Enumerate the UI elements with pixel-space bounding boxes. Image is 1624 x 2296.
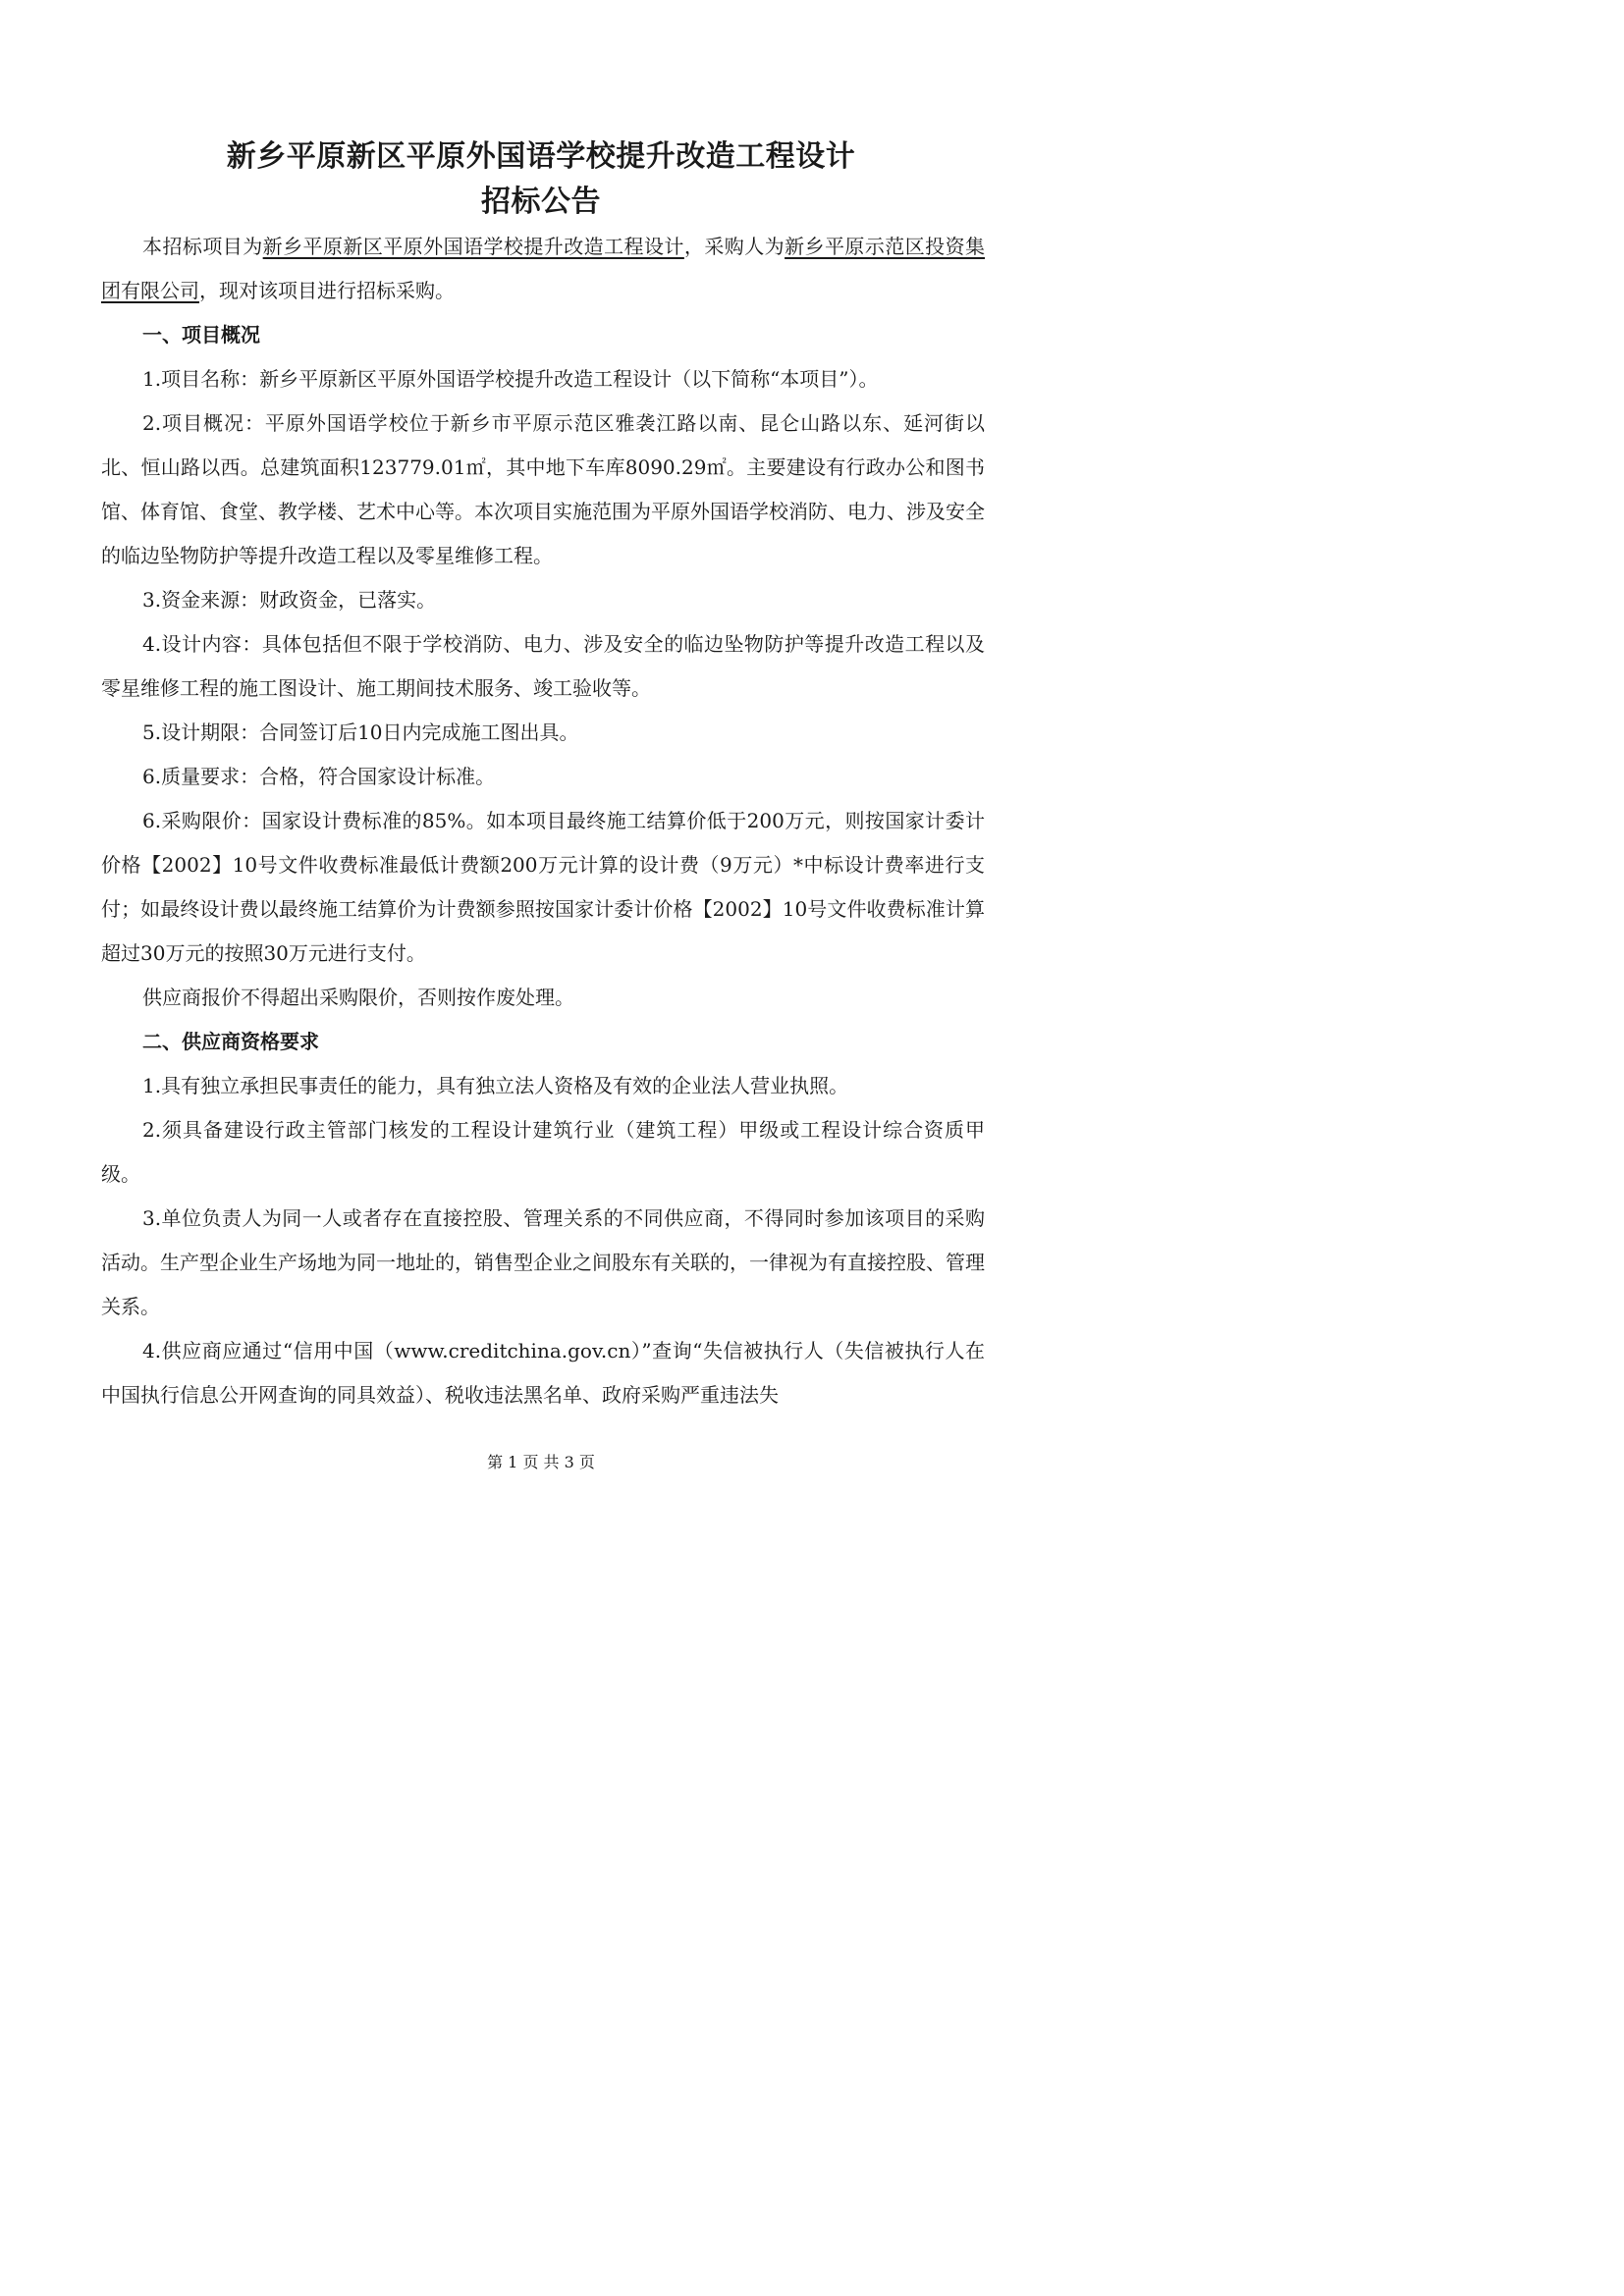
document-title: 新乡平原新区平原外国语学校提升改造工程设计 xyxy=(226,139,856,174)
qualification-item-1: 1.具有独立承担民事责任的能力，具有独立法人资格及有效的企业法人营业执照。 xyxy=(142,1074,849,1097)
overview-item-price-limit: 6.采购限价：国家设计费标准的85%。如本项目最终施工结算价低于200万元，则按国家计委计价格【2002】10号文件收费标准最低计费额200万元计算的设计费（9万元）*中标设计费率进行支付；如最终设计费以最终施工结算价为计费额参照按国家计委计价格【2002】10号文件收费标准计算超过30万元的按照30万元进行支付。 xyxy=(101,809,985,965)
project-name-underlined: 新乡平原新区平原外国语学校提升改造工程设计 xyxy=(262,235,684,258)
qualification-item-4: 4.供应商应通过“信用中国（www.creditchina.gov.cn）”查询“失信被执行人（失信被执行人在中国执行信息公开网查询的同具效益）、税收违法黑名单、政府采购严重违法失 xyxy=(101,1339,985,1407)
qualification-item-2: 2.须具备建设行政主管部门核发的工程设计建筑行业（建筑工程）甲级或工程设计综合资质甲级。 xyxy=(101,1118,985,1186)
document-page xyxy=(0,0,1082,1530)
overview-item-quote-note: 供应商报价不得超出采购限价，否则按作废处理。 xyxy=(142,986,574,1009)
intro-middle: ，采购人为 xyxy=(683,235,785,258)
section-heading-overview: 一、项目概况 xyxy=(142,323,260,347)
overview-item-name: 1.项目名称：新乡平原新区平原外国语学校提升改造工程设计（以下简称“本项目”）。 xyxy=(142,367,879,391)
intro-paragraph xyxy=(101,225,985,313)
overview-item-summary: 2.项目概况：平原外国语学校位于新乡市平原示范区雅袭江路以南、昆仑山路以东、延河街以北、恒山路以西。总建筑面积123779.01㎡，其中地下车库8090.29㎡。主要建设有行政办公和图书馆、体育馆、食堂、教学楼、艺术中心等。本次项目实施范围为平原外国语学校消防、电力、涉及安全的临边坠物防护等提升改造工程以及零星维修工程。 xyxy=(101,411,985,567)
intro-prefix: 本招标项目为 xyxy=(142,235,263,258)
overview-item-design-period: 5.设计期限：合同签订后10日内完成施工图出具。 xyxy=(142,721,579,744)
page-number-footer: 第 1 页 共 3 页 xyxy=(487,1453,595,1471)
intro-suffix: ，现对该项目进行招标采购。 xyxy=(199,279,455,302)
section-heading-qualifications: 二、供应商资格要求 xyxy=(142,1030,319,1053)
document-body xyxy=(101,225,985,1417)
overview-item-design-content: 4.设计内容：具体包括但不限于学校消防、电力、涉及安全的临边坠物防护等提升改造工程以及零星维修工程的施工图设计、施工期间技术服务、竣工验收等。 xyxy=(101,632,985,700)
purchaser-name-underlined: 新乡平原示范区投资集团有限公司 xyxy=(101,235,986,302)
qualification-item-3: 3.单位负责人为同一人或者存在直接控股、管理关系的不同供应商，不得同时参加该项目的采购活动。生产型企业生产场地为同一地址的，销售型企业之间股东有关联的，一律视为有直接控股、管理关系。 xyxy=(101,1206,985,1318)
overview-item-quality: 6.质量要求：合格，符合国家设计标准。 xyxy=(142,765,496,788)
document-subtitle: 招标公告 xyxy=(481,185,601,219)
overview-item-funding: 3.资金来源：财政资金，已落实。 xyxy=(142,588,437,612)
